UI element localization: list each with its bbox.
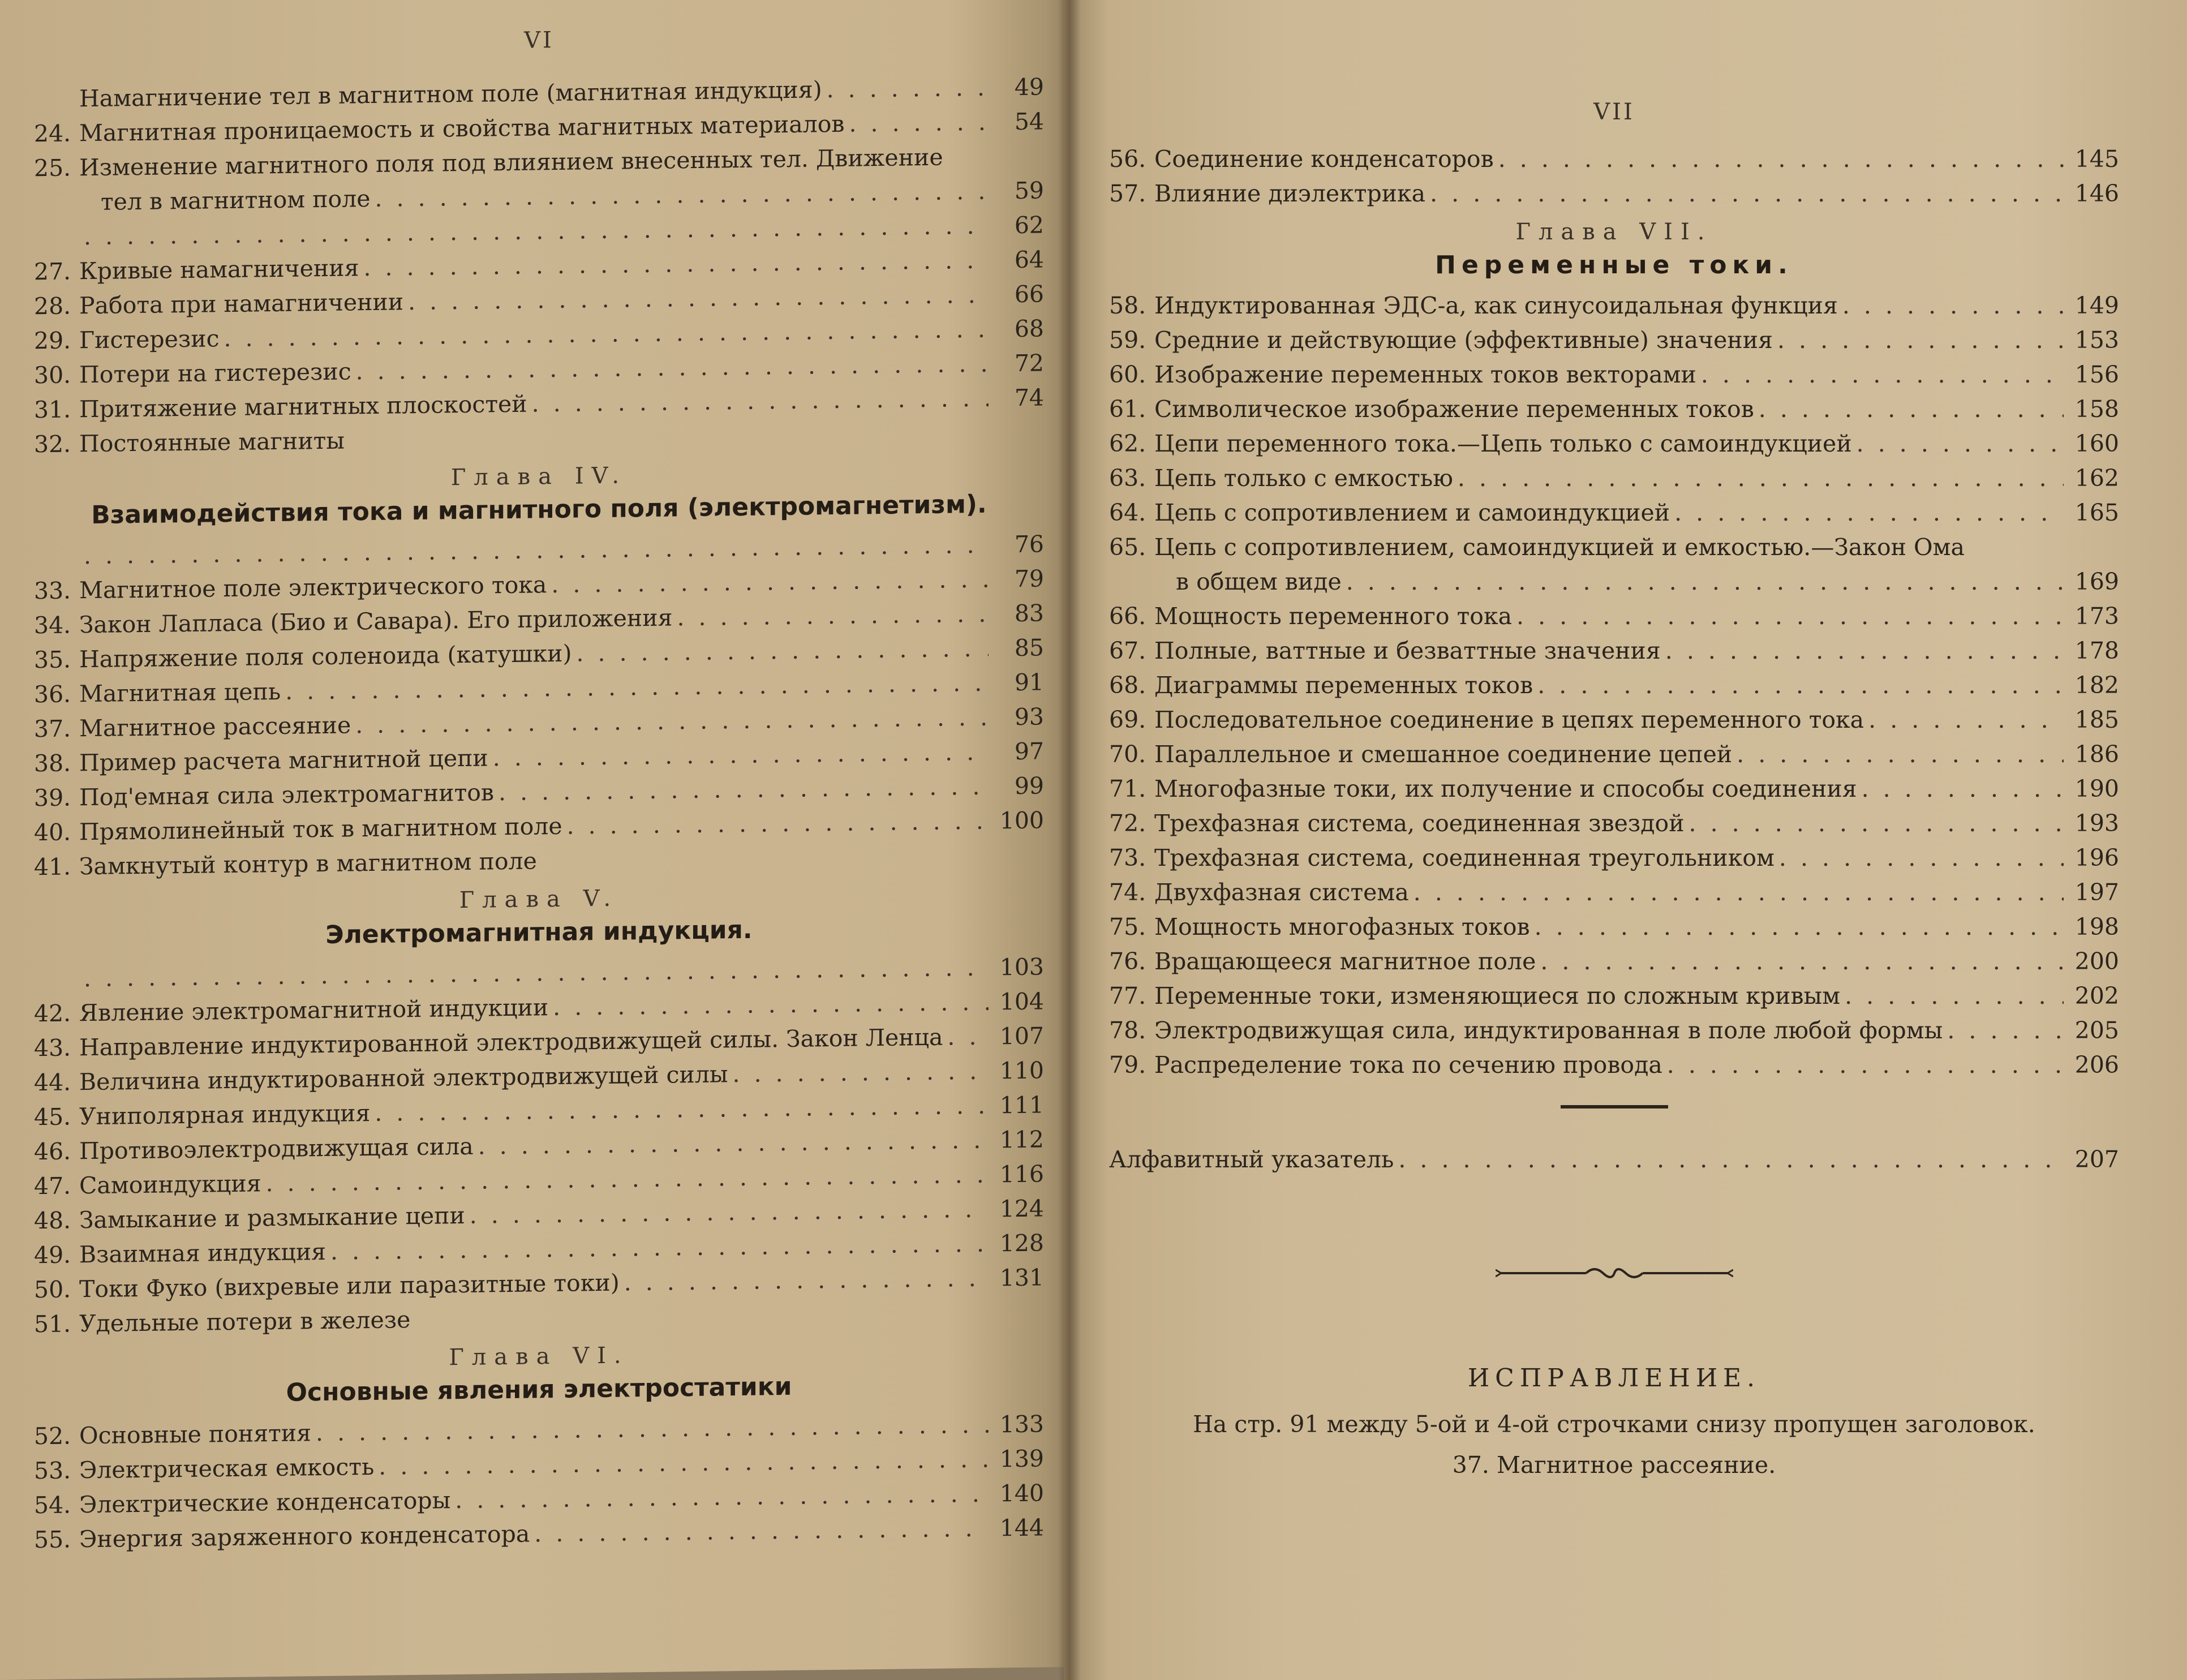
toc-entry-title: Гистерезис — [79, 325, 220, 354]
toc-entry-page: 116 — [999, 1160, 1044, 1188]
chapter-title: Электромагнитная индукция. — [325, 915, 753, 949]
leader-dots — [551, 562, 989, 602]
toc-entry-number: 79. — [1109, 1051, 1146, 1079]
chapter-title: Взаимодействия тока и магнитного поля (электромагнетизм). — [91, 489, 987, 530]
toc-entry-number: 56. — [1109, 145, 1146, 173]
toc-entry-number: 59. — [1109, 326, 1146, 354]
toc-entry — [1109, 289, 2119, 323]
toc-entry-page: 146 — [2074, 180, 2119, 207]
leader-dots — [1777, 323, 2064, 358]
toc-entry-page: 158 — [2074, 396, 2119, 423]
errata-text: На стр. 91 между 5-ой и 4-ой строчками снизу пропущен заголовок. — [1193, 1411, 2035, 1438]
section-divider — [1561, 1105, 1668, 1108]
toc-entry — [1109, 323, 2119, 358]
toc-entry-number: 55. — [34, 1526, 71, 1554]
toc-entry-number: 43. — [34, 1034, 71, 1062]
leader-dots — [947, 1020, 989, 1055]
toc-entry — [1109, 979, 2119, 1013]
leader-dots — [1689, 806, 2064, 841]
toc-entry-number: 24. — [34, 119, 71, 148]
toc-entry-title: Электрические конденсаторы — [79, 1486, 451, 1519]
toc-entry-number: 69. — [1109, 706, 1146, 733]
toc-entry-title: Соединение конденсаторов — [1154, 145, 1494, 173]
toc-entry-number — [34, 106, 79, 107]
toc-entry-number: 25. — [34, 154, 71, 182]
toc-entry-title: Диаграммы переменных токов — [1154, 672, 1533, 699]
toc-entry-page: 99 — [1014, 772, 1044, 800]
toc-entry-number: 65. — [1109, 534, 1146, 561]
toc-entry-page: 206 — [2074, 1051, 2119, 1079]
toc-entry — [1109, 565, 2119, 599]
toc-entry-title: в общем виде — [1176, 568, 1342, 595]
toc-entry-page: 100 — [999, 806, 1044, 835]
toc-entry-page: 207 — [2074, 1146, 2119, 1173]
leader-dots — [534, 1511, 989, 1552]
toc-entry-title: Энергия заряженного конденсатора — [79, 1520, 530, 1553]
leader-dots — [470, 1192, 989, 1233]
toc-entry-page: 140 — [999, 1479, 1044, 1507]
toc-entry-page: 197 — [2074, 879, 2119, 906]
toc-entry-number: 77. — [1109, 982, 1146, 1009]
chapter-label: Глава V. — [459, 885, 619, 914]
toc-entry-title: Явление электромагнитной индукции — [79, 994, 549, 1027]
toc-entry-page: 85 — [1014, 634, 1044, 662]
book-gutter — [1058, 0, 1081, 1680]
leader-dots — [1845, 979, 2064, 1013]
toc-entry — [1109, 392, 2119, 427]
toc-entry-title: Под'емная сила электромагнитов — [79, 779, 495, 811]
toc-list — [34, 527, 1044, 884]
toc-entry — [1109, 634, 2119, 668]
toc-entry-page: 74 — [1014, 384, 1044, 412]
toc-entry-number — [34, 244, 79, 245]
toc-entry-page: 190 — [2074, 775, 2119, 802]
toc-entry-title: Основные понятия — [79, 1419, 311, 1450]
toc-entry-page: 165 — [2074, 499, 2119, 526]
toc-entry-number: 31. — [34, 396, 71, 424]
toc-entry — [1109, 910, 2119, 944]
toc-entry-page: 202 — [2074, 982, 2119, 1009]
toc-entry-page: 93 — [1014, 703, 1044, 731]
toc-entry-page: 162 — [2074, 465, 2119, 492]
toc-entry-page: 97 — [1014, 737, 1044, 766]
toc-entry — [1109, 737, 2119, 772]
toc-entry — [1109, 599, 2119, 634]
errata-title: ИСПРАВЛЕНИЕ. — [1467, 1364, 1761, 1393]
toc-entry-title: Противоэлектродвижущая сила — [79, 1132, 474, 1165]
toc-entry-page: 111 — [999, 1091, 1044, 1119]
toc-entry-page: 128 — [999, 1229, 1044, 1257]
toc-entry-number: 74. — [1109, 879, 1146, 906]
toc-entry-number: 34. — [34, 611, 71, 639]
page-folio: VII — [1593, 99, 1635, 125]
toc-entry-number: 68. — [1109, 672, 1146, 699]
toc-entry-number: 42. — [34, 999, 71, 1028]
toc-entry-title: Потери на гистерезис — [79, 358, 351, 389]
toc-entry-title: Замкнутый контур в магнитном поле — [79, 847, 537, 880]
toc-entry-number: 62. — [1109, 430, 1146, 457]
toc-list — [1109, 142, 2119, 211]
toc-entry-title: Величина индуктированной электродвижущей силы — [79, 1060, 728, 1096]
toc-entry-page: 205 — [2074, 1017, 2119, 1044]
leader-dots — [1868, 703, 2064, 737]
toc-list — [34, 949, 1044, 1342]
leader-dots — [567, 804, 989, 844]
toc-entry — [1109, 1013, 2119, 1048]
toc-entry-number: 28. — [34, 292, 71, 320]
toc-entry-page: 185 — [2074, 706, 2119, 733]
toc-entry-number: 33. — [34, 577, 71, 605]
toc-entry — [1109, 142, 2119, 177]
chapter-label: Глава VI. — [449, 1342, 629, 1371]
leader-dots — [1737, 737, 2064, 772]
leader-dots — [1458, 461, 2064, 496]
toc-entry-number: 47. — [34, 1172, 71, 1200]
toc-entry-title: Переменные токи, изменяющиеся по сложным кривым — [1154, 982, 1841, 1009]
leader-dots — [1674, 496, 2064, 530]
ornament-divider — [1496, 1262, 1733, 1284]
toc-entry-page: 49 — [1014, 73, 1044, 101]
toc-entry-number: 75. — [1109, 913, 1146, 940]
toc-entry-number: 30. — [34, 361, 71, 389]
page-folio: VI — [524, 27, 554, 54]
toc-entry-title: Замыкание и размыкание цепи — [79, 1201, 465, 1234]
toc-entry-title: Электрическая емкость — [79, 1453, 375, 1484]
toc-entry-page: 68 — [1014, 315, 1044, 343]
toc-entry-number: 32. — [34, 430, 71, 458]
leader-dots — [455, 1477, 989, 1518]
leader-dots — [1430, 177, 2064, 211]
toc-entry-page: 54 — [1014, 108, 1044, 136]
toc-entry — [1109, 1048, 2119, 1082]
leader-dots — [1498, 142, 2064, 177]
toc-entry-title: Работа при намагничении — [79, 288, 404, 320]
toc-entry-title: Магнитная проницаемость и свойства магнитных материалов — [79, 110, 845, 147]
toc-entry-page: 139 — [999, 1445, 1044, 1473]
toc-entry-number: 41. — [34, 853, 71, 881]
toc-entry-page: 66 — [1014, 280, 1044, 308]
toc-entry-page: 196 — [2074, 844, 2119, 871]
leader-dots — [1535, 910, 2064, 944]
toc-entry-title: Кривые намагничения — [79, 254, 359, 285]
toc-entry-title: Алфавитный указатель — [1109, 1146, 1394, 1173]
toc-entry-page: 149 — [2074, 292, 2119, 319]
toc-entry-number: 37. — [34, 715, 71, 743]
toc-entry-page: 178 — [2074, 637, 2119, 664]
leader-dots — [827, 71, 989, 107]
toc-entry-page: 200 — [2074, 948, 2119, 975]
toc-entry-number: 58. — [1109, 292, 1146, 319]
toc-entry-page: 76 — [1014, 530, 1044, 558]
toc-entry-number: 40. — [34, 818, 71, 847]
toc-entry-title: Токи Фуко (вихревые или паразитные токи) — [79, 1269, 620, 1303]
leader-dots — [677, 597, 989, 635]
toc-entry-number: 46. — [34, 1137, 71, 1166]
toc-list — [1109, 289, 2119, 1082]
toc-entry-page: 72 — [1014, 349, 1044, 377]
toc-entry — [1109, 496, 2119, 530]
toc-entry-number: 64. — [1109, 499, 1146, 526]
leader-dots — [624, 1261, 989, 1300]
toc-entry-number: 60. — [1109, 361, 1146, 388]
toc-entry-number: 70. — [1109, 741, 1146, 768]
leader-dots — [1842, 289, 2064, 323]
toc-entry-title: Средние и действующие (эффективные) значения — [1154, 326, 1773, 354]
toc-entry — [1109, 703, 2119, 737]
toc-entry-title: Индуктированная ЭДС-а, как синусоидальная функция — [1154, 292, 1838, 319]
toc-entry-title: Постоянные магниты — [79, 427, 345, 458]
toc-entry-page: 153 — [2074, 326, 2119, 354]
toc-entry-number: 78. — [1109, 1017, 1146, 1044]
toc-entry-page: 59 — [1014, 177, 1044, 205]
toc-entry-number: 45. — [34, 1103, 71, 1131]
toc-entry-number: 44. — [34, 1068, 71, 1097]
toc-entry-number: 73. — [1109, 844, 1146, 871]
toc-entry-title: Цепь с сопротивлением и самоиндукцией — [1154, 499, 1670, 526]
toc-entry-page: 173 — [2074, 603, 2119, 630]
toc-entry-number: 71. — [1109, 775, 1146, 802]
leader-dots — [532, 381, 989, 422]
toc-entry-number: 29. — [34, 326, 71, 355]
toc-entry-title: Магнитное рассеяние — [79, 711, 351, 742]
toc-entry — [1109, 530, 2119, 565]
toc-entry-page: 160 — [2074, 430, 2119, 457]
toc-entry-title: Влияние диэлектрика — [1154, 180, 1426, 207]
toc-entry-number: 27. — [34, 257, 71, 286]
toc-entry-title: Цепь только с емкостью — [1154, 465, 1453, 492]
toc-entry-page: 131 — [999, 1264, 1044, 1292]
toc-entry-number: 50. — [34, 1275, 71, 1304]
toc-entry-page: 124 — [999, 1195, 1044, 1223]
toc-list — [34, 1407, 1044, 1557]
leader-dots — [733, 1054, 989, 1092]
toc-entry — [1109, 358, 2119, 392]
toc-entry-page: 91 — [1014, 668, 1044, 697]
toc-entry-title: Удельные потери в железе — [79, 1306, 411, 1338]
toc-entry-title: тел в магнитном поле — [101, 185, 371, 216]
toc-entry-page — [993, 862, 1044, 863]
toc-entry-page: 83 — [1014, 599, 1044, 628]
toc-entry-number: 48. — [34, 1206, 71, 1235]
toc-entry — [1109, 944, 2119, 979]
leader-dots — [1779, 841, 2064, 875]
toc-entry-title: Двухфазная система — [1154, 879, 1409, 906]
toc-entry-title: Направление индуктированной электродвижущей силы. Закон Ленца — [79, 1023, 943, 1062]
toc-entry-title: Распределение тока по сечению провода — [1154, 1051, 1662, 1079]
leader-dots — [1540, 944, 2064, 979]
toc-entry — [1109, 427, 2119, 461]
toc-entry-title: Цепи переменного тока.—Цепь только с самоиндукцией — [1154, 430, 1852, 457]
toc-entry-title: Мощность многофазных токов — [1154, 913, 1530, 940]
toc-entry — [1109, 461, 2119, 496]
leader-dots — [1862, 772, 2064, 806]
toc-entry-title: Трехфазная система, соединенная треугольником — [1154, 844, 1774, 871]
left-page — [0, 0, 1078, 1680]
toc-entry-page: 156 — [2074, 361, 2119, 388]
leader-dots — [499, 770, 989, 810]
toc-entry-title: Напряжение поля соленоида (катушки) — [79, 639, 572, 673]
toc-entry-title: Намагничение тел в магнитном поле (магнитная индукция) — [79, 76, 822, 113]
toc-entry-page: 79 — [1014, 565, 1044, 593]
toc-entry — [1109, 875, 2119, 910]
toc-entry-title: Цепь с сопротивлением, самоиндукцией и емкостью.—Закон Ома — [1154, 534, 1965, 561]
toc-entry-title: Прямолинейный ток в магнитном поле — [79, 812, 562, 846]
toc-entry-page: 104 — [999, 987, 1044, 1016]
leader-dots — [1537, 668, 2064, 703]
leader-dots — [1759, 392, 2064, 427]
toc-entry-number: 61. — [1109, 396, 1146, 423]
toc-entry-index — [1109, 1142, 2119, 1177]
toc-entry-number: 53. — [34, 1456, 71, 1485]
leader-dots — [553, 985, 989, 1025]
toc-entry — [1109, 841, 2119, 875]
toc-entry — [1109, 668, 2119, 703]
leader-dots — [1413, 875, 2064, 910]
toc-entry-page: 169 — [2074, 568, 2119, 595]
toc-entry-number — [34, 986, 79, 987]
leader-dots — [1701, 358, 2064, 392]
leader-dots — [493, 735, 989, 776]
toc-entry-number: 35. — [34, 646, 71, 674]
toc-entry-number: 52. — [34, 1422, 71, 1450]
toc-entry-title: Полные, ваттные и безваттные значения — [1154, 637, 1661, 664]
toc-entry-number: 51. — [34, 1310, 71, 1338]
toc-entry — [1109, 772, 2119, 806]
leader-dots — [849, 105, 989, 141]
toc-entry-page: 186 — [2074, 741, 2119, 768]
toc-entry-title: Параллельное и смешанное соединение цепей — [1154, 741, 1733, 768]
leader-dots — [1346, 565, 2064, 599]
toc-list — [34, 70, 1044, 462]
chapter-title: Основные явления электростатики — [286, 1372, 792, 1407]
toc-entry-page: 64 — [1014, 246, 1044, 274]
toc-entry — [1109, 806, 2119, 841]
leader-dots — [576, 631, 989, 671]
leader-dots — [1516, 599, 2064, 634]
toc-entry-page: 182 — [2074, 672, 2119, 699]
toc-entry-title: Магнитная цепь — [79, 677, 281, 708]
toc-entry-title: Притяжение магнитных плоскостей — [79, 390, 527, 423]
toc-entry-title: Униполярная индукция — [79, 1099, 371, 1131]
leader-dots — [1947, 1013, 2064, 1048]
toc-entry-number: 72. — [1109, 810, 1146, 837]
toc-entry-title: Закон Лапласа (Био и Савара). Его приложения — [79, 604, 673, 639]
toc-entry-page: 145 — [2074, 145, 2119, 173]
toc-entry-title: Трехфазная система, соединенная звездой — [1154, 810, 1685, 837]
toc-entry-number: 36. — [34, 680, 71, 708]
toc-entry-page: 107 — [999, 1022, 1044, 1050]
toc-entry-title: Электродвижущая сила, индуктированная в поле любой формы — [1154, 1017, 1943, 1044]
toc-entry-number: 63. — [1109, 465, 1146, 492]
chapter-label: Глава VII. — [1515, 219, 1713, 245]
leader-dots — [1667, 1048, 2064, 1082]
toc-entry-number: 66. — [1109, 603, 1146, 630]
toc-entry-title: Последовательное соединение в цепях переменного тока — [1154, 706, 1864, 733]
right-page — [1064, 0, 2187, 1680]
toc-entry-page: 112 — [999, 1125, 1044, 1154]
leader-dots — [478, 1123, 989, 1164]
toc-entry-title: Вращающееся магнитное поле — [1154, 948, 1536, 975]
chapter-title: Переменные токи. — [1435, 251, 1793, 280]
toc-entry-number: 39. — [34, 784, 71, 812]
toc-entry-title: Изменение магнитного поля под влиянием внесенных тел. Движение — [79, 143, 943, 182]
toc-entry-title: Многофазные токи, их получение и способы соединения — [1154, 775, 1857, 802]
toc-entry-title: Магнитное поле электрического тока — [79, 571, 547, 604]
toc-entry-page: 62 — [1014, 211, 1044, 239]
toc-entry-title: Мощность переменного тока — [1154, 603, 1513, 630]
toc-entry-page: 144 — [999, 1514, 1044, 1542]
toc-entry-title: Символическое изображение переменных токов — [1154, 396, 1754, 423]
toc-entry-number: 57. — [1109, 180, 1146, 207]
chapter-label: Глава IV. — [450, 462, 628, 491]
errata-correction: 37. Магнитное рассеяние. — [1452, 1451, 1776, 1479]
toc-entry-number: 67. — [1109, 637, 1146, 664]
leader-dots — [1398, 1142, 2064, 1177]
toc-entry-page: 110 — [999, 1056, 1044, 1085]
toc-entry — [1109, 177, 2119, 211]
toc-entry-title: Пример расчета магнитной цепи — [79, 744, 488, 777]
toc-entry-page: 193 — [2074, 810, 2119, 837]
leader-dots — [1857, 427, 2064, 461]
toc-entry-title: Самоиндукция — [79, 1170, 261, 1200]
toc-entry-number: 49. — [34, 1241, 71, 1269]
toc-entry-title: Взаимная индукция — [79, 1238, 326, 1269]
leader-dots — [1665, 634, 2064, 668]
toc-entry-page: 133 — [999, 1410, 1044, 1438]
toc-entry-number: 54. — [34, 1491, 71, 1519]
toc-entry-page: 103 — [999, 953, 1044, 981]
toc-entry-number: 76. — [1109, 948, 1146, 975]
toc-entry-title: Изображение переменных токов векторами — [1154, 361, 1696, 388]
toc-entry-page: 198 — [2074, 913, 2119, 940]
toc-entry-number: 38. — [34, 749, 71, 777]
